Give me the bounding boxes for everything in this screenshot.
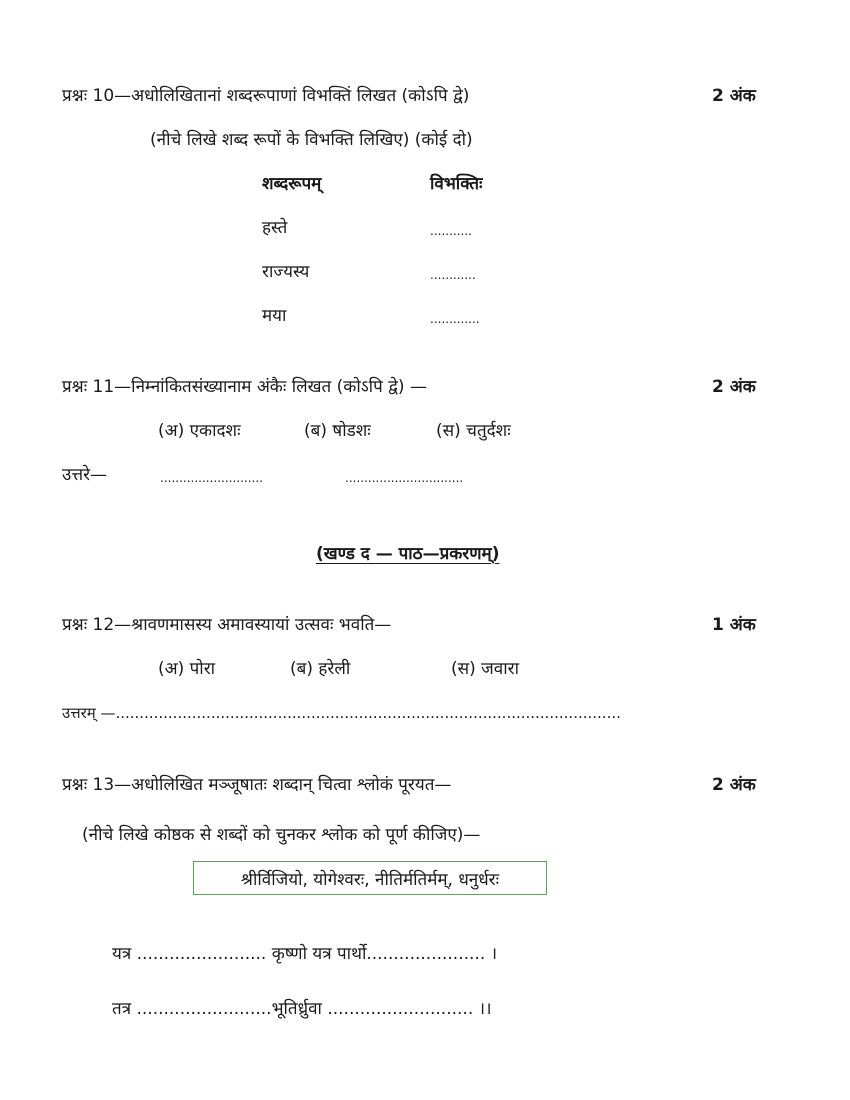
q10-col-header-vibhakti: विभक्तिः [430, 174, 483, 194]
q12-answer: उत्तरम् —.......................................................................................................... [62, 704, 621, 722]
q12-option-a: (अ) पोरा [158, 659, 216, 679]
q11-answer-blank: ............................... [345, 471, 464, 485]
q13-word-box [193, 861, 547, 895]
q10-hint: (नीचे लिखे शब्द रूपों के विभक्ति लिखिए) (कोई दो) [150, 130, 473, 150]
q11-answer-blank: ........................... [160, 471, 263, 485]
q11-question: प्रश्नः 11—निम्नांकितसंख्यानाम अंकैः लिखत (कोऽपि द्वे) — [62, 377, 427, 397]
q10-col-header-word: शब्दरूपम् [262, 174, 322, 194]
q10-row-word: मया [262, 306, 287, 326]
q13-marks: 2 अंक [712, 775, 756, 795]
q12-marks: 1 अंक [712, 615, 756, 635]
q10-row-blank: ............ [430, 268, 476, 282]
q10-row-word: राज्यस्य [262, 262, 310, 282]
q10-marks: 2 अंक [712, 86, 756, 106]
q11-marks: 2 अंक [712, 377, 756, 397]
q13-shloka-line-2: तत्र .........................भूतिर्ध्रुवा ........................... ।। [112, 999, 492, 1019]
q13-word-box-text: श्रीर्विजियो, योगेश्वरः, नीतिर्मतिर्मम्, धनुर्धरः [240, 869, 500, 890]
q12-question: प्रश्नः 12—श्रावणमासस्य अमावस्यायां उत्सवः भवति— [62, 615, 392, 635]
q11-option-b: (ब) षोडशः [304, 421, 371, 441]
q11-answer-label: उत्तरे— [62, 465, 108, 485]
q12-option-c: (स) जवारा [451, 659, 519, 679]
q10-row-blank: ............. [430, 312, 480, 326]
q10-question: प्रश्नः 10—अधोलिखितानां शब्दरूपाणां विभक्तिं लिखत (कोऽपि द्वे) [62, 86, 470, 106]
q13-hint: (नीचे लिखे कोष्ठक से शब्दों को चुनकर श्लोक को पूर्ण कीजिए)— [82, 825, 481, 845]
q13-shloka-line-1: यत्र ........................ कृष्णो यत्र पार्थो...................... । [112, 944, 498, 964]
section-title: (खण्ड द — पाठ—प्रकरणम्) [316, 544, 500, 564]
q13-question: प्रश्नः 13—अधोलिखित मञ्जूषातः शब्दान् चित्वा श्लोकं पूरयत— [62, 775, 452, 795]
q10-row-word: हस्ते [262, 218, 288, 238]
q12-option-b: (ब) हरेली [290, 659, 351, 679]
q11-option-a: (अ) एकादशः [158, 421, 241, 441]
q10-row-blank: ........... [430, 224, 472, 238]
q11-option-c: (स) चतुर्दशः [436, 421, 511, 441]
